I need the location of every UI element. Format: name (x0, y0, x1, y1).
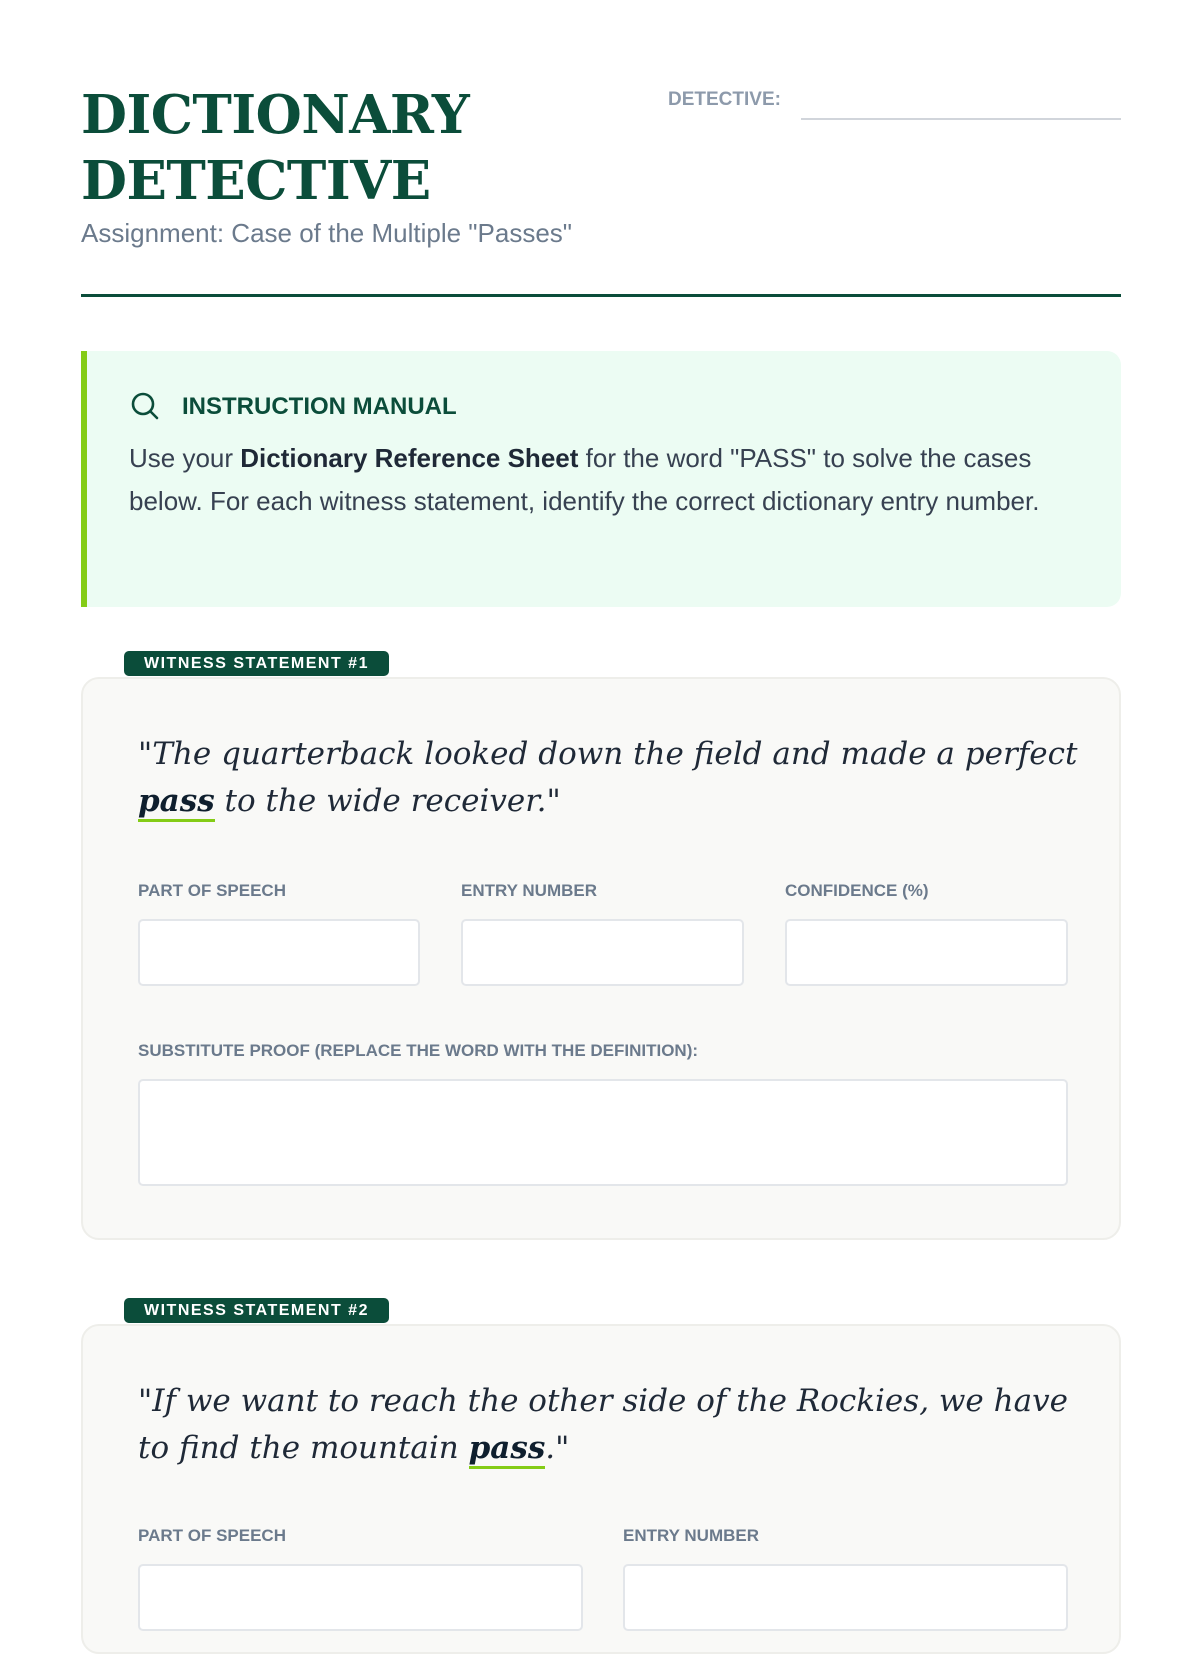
witness-quote-1 (138, 731, 1078, 825)
title-line-1: DICTIONARY (81, 84, 470, 146)
part-of-speech-input[interactable] (138, 919, 420, 986)
assignment-subtitle: Assignment: Case of the Multiple "Passes" (81, 218, 573, 248)
quote-text-end: ." (545, 1430, 570, 1466)
quote-text-end: to the wide receiver." (214, 783, 561, 819)
entry-number-input[interactable] (461, 919, 744, 986)
quote-text-start: "If we want to reach the other side of the Rockies, we have to find the mountain (138, 1383, 1068, 1466)
confidence-input[interactable] (785, 919, 1068, 986)
detective-name-line[interactable] (801, 118, 1121, 120)
instruction-text-end: for the word "PASS" to solve the cases below. For each witness statement, identify the correct dictionary entry number. (129, 443, 1040, 516)
witness-statement-card-2 (81, 1324, 1121, 1654)
instruction-manual-text (129, 437, 1049, 523)
header-divider (81, 294, 1121, 297)
instruction-text-start: Use your (129, 443, 241, 473)
quote-text-start: "The quarterback looked down the field and made a perfect (138, 736, 1078, 772)
detective-label: DETECTIVE: (668, 89, 781, 110)
instruction-manual-title: INSTRUCTION MANUAL (182, 393, 457, 420)
search-icon (129, 390, 161, 422)
page-title (81, 82, 469, 214)
quote-keyword: pass (138, 783, 215, 822)
part-of-speech-input[interactable] (138, 1564, 583, 1631)
witness-statement-card-1 (81, 677, 1121, 1240)
instruction-manual-box (81, 351, 1121, 607)
witness-badge-1: WITNESS STATEMENT #1 (124, 651, 389, 676)
entry-number-label: ENTRY NUMBER (623, 1526, 760, 1545)
part-of-speech-label: PART OF SPEECH (138, 881, 286, 900)
entry-number-input[interactable] (623, 1564, 1068, 1631)
confidence-label: CONFIDENCE (%) (785, 881, 929, 900)
entry-number-label: ENTRY NUMBER (461, 881, 598, 900)
witness-quote-2 (138, 1378, 1078, 1472)
instruction-text-bold: Dictionary Reference Sheet (240, 443, 579, 473)
title-line-2: DETECTIVE (81, 150, 431, 212)
quote-keyword: pass (469, 1430, 546, 1469)
substitute-proof-textarea[interactable] (138, 1079, 1068, 1186)
substitute-proof-label: SUBSTITUTE PROOF (REPLACE THE WORD WITH THE DEFINITION): (138, 1041, 699, 1060)
witness-badge-2: WITNESS STATEMENT #2 (124, 1298, 389, 1323)
part-of-speech-label: PART OF SPEECH (138, 1526, 286, 1545)
